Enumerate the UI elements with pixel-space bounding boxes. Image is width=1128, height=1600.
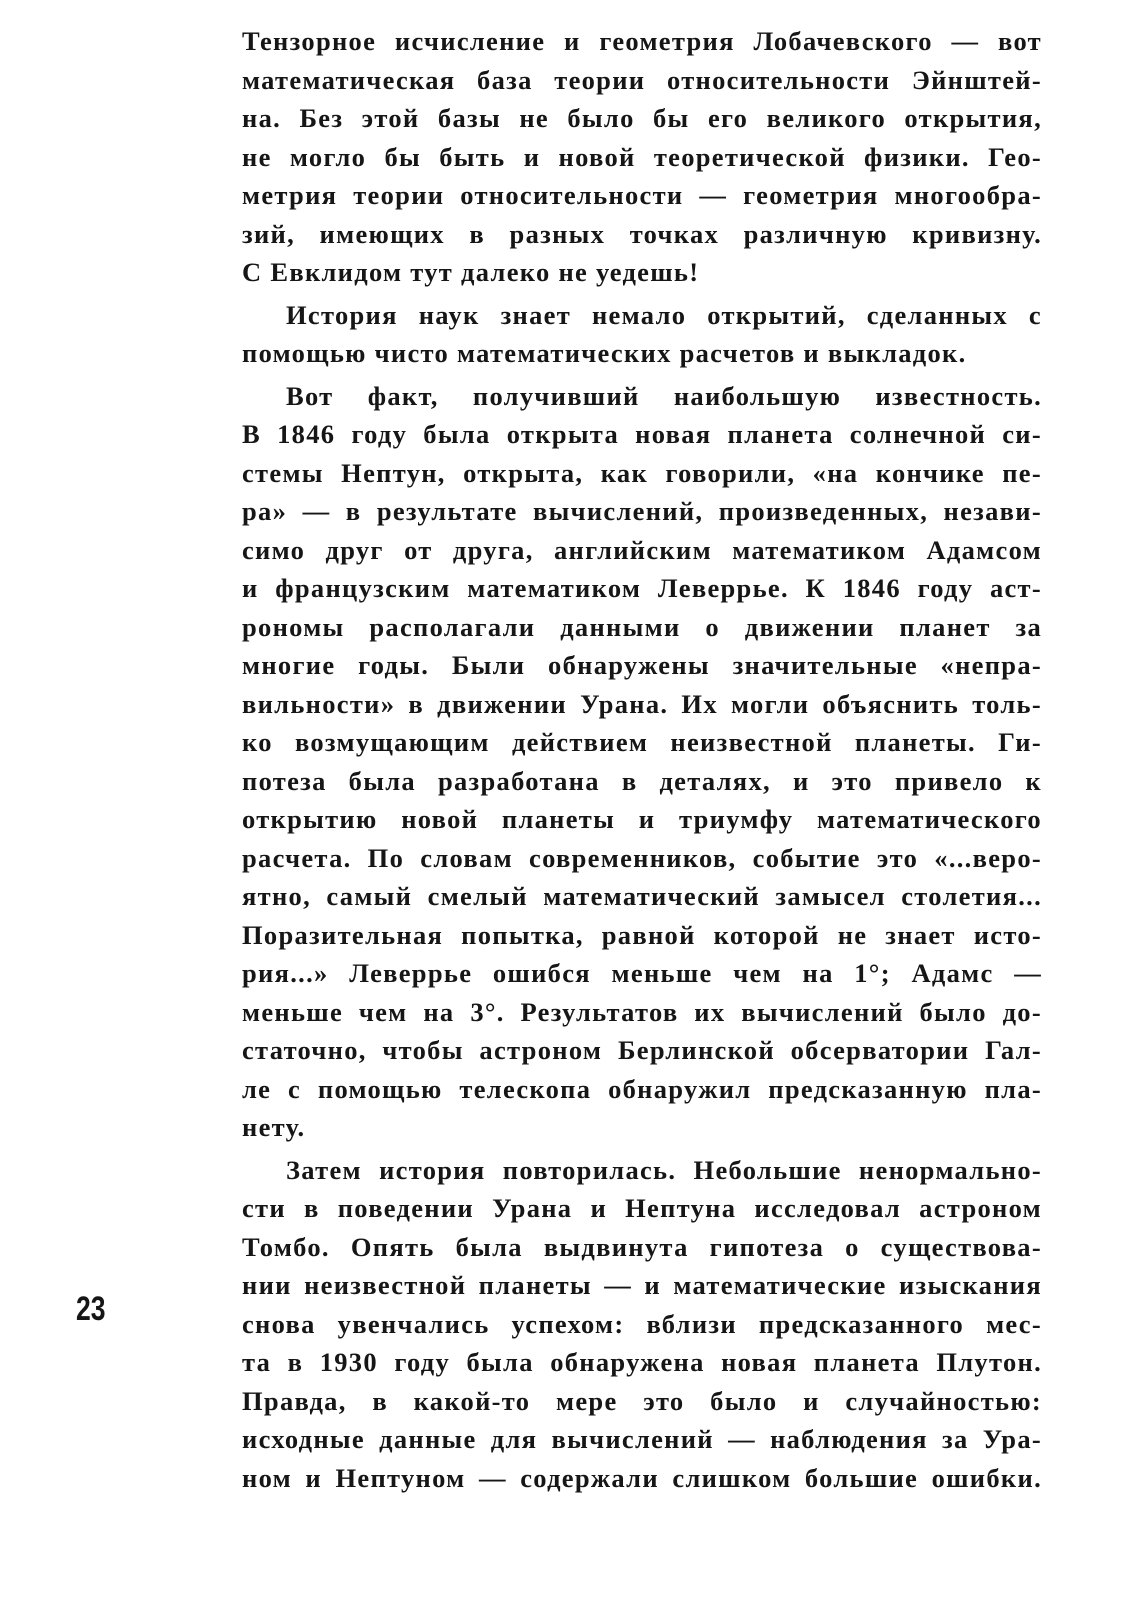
text-line: нии неизвестной планеты — и математические изыскания <box>242 1270 1042 1300</box>
text-line: ра» — в результате вычислений, произведенных, незави- <box>242 496 1042 526</box>
text-line: История наук знает немало открытий, сделанных с <box>286 299 1042 330</box>
text-line: многие годы. Были обнаружены значительные «непра- <box>242 650 1042 680</box>
text-line: Томбо. Опять была выдвинута гипотеза о существова- <box>242 1231 1042 1262</box>
text-line: ном и Нептуном — содержали слишком большие ошибки. <box>242 1462 1042 1493</box>
text-line: рия...» Леверрье ошибся меньше чем на 1°; Адамс — <box>242 958 1042 988</box>
text-line: потеза была разработана в деталях, и это привело к <box>242 765 1042 796</box>
text-line: Затем история повторилась. Небольшие ненормально- <box>286 1154 1042 1185</box>
text-line: статочно, чтобы астроном Берлинской обсерватории Гал- <box>242 1035 1042 1065</box>
text-line: рономы располагали данными о движении планет за <box>242 611 1042 642</box>
text-line: Тензорное исчисление и геометрия Лобачевского — вот <box>242 26 1042 56</box>
text-line: помощью чисто математических расчетов и выкладок. <box>242 338 967 368</box>
text-line: В 1846 году была открыта новая планета солнечной си- <box>242 419 1042 449</box>
body-text <box>242 22 1042 1501</box>
text-line: исходные данные для вычислений — наблюдения за Ура- <box>242 1424 1042 1454</box>
text-line: Вот факт, получивший наибольшую известность. <box>286 380 1042 411</box>
text-line: симо друг от друга, английским математиком Адамсом <box>242 534 1042 565</box>
text-line: та в 1930 году была обнаружена новая планета Плутон. <box>242 1347 1042 1377</box>
text-line: метрия теории относительности — геометрия многообра- <box>242 180 1042 210</box>
text-line: не могло бы быть и новой теоретической физики. Гео- <box>242 141 1042 172</box>
text-line: вильности» в движении Урана. Их могли объяснить толь- <box>242 688 1042 719</box>
text-line: ко возмущающим действием неизвестной планеты. Ги- <box>242 727 1042 757</box>
paragraph-history-of-science <box>242 296 1042 373</box>
text-line: зий, имеющих в разных точках различную кривизну. <box>242 218 1042 249</box>
text-line: нету. <box>242 1112 306 1142</box>
text-line: сти в поведении Урана и Нептуна исследовал астроном <box>242 1193 1042 1223</box>
paragraph-neptune-discovery <box>242 377 1042 1147</box>
text-line: и французским математиком Леверрье. К 1846 году аст- <box>242 573 1042 603</box>
text-line: ле с помощью телескопа обнаружил предсказанную пла- <box>242 1073 1042 1104</box>
text-line: расчета. По словам современников, событие это «...веро- <box>242 842 1042 873</box>
text-line: открытию новой планеты и триумфу математического <box>242 804 1042 834</box>
text-line: на. Без этой базы не было бы его великого открытия, <box>242 103 1042 133</box>
paragraph-tensor-calculus <box>242 22 1042 292</box>
paragraph-pluto-discovery <box>242 1151 1042 1498</box>
text-line: математическая база теории относительности Эйнштей- <box>242 64 1042 95</box>
text-line: ятно, самый смелый математический замысел столетия... <box>242 881 1042 911</box>
text-line: стемы Нептун, открыта, как говорили, «на кончике пе- <box>242 457 1042 488</box>
text-line: снова увенчались успехом: вблизи предсказанного мес- <box>242 1308 1042 1339</box>
text-line: Поразительная попытка, равной которой не знает исто- <box>242 919 1042 950</box>
text-line: С Евклидом тут далеко не уедешь! <box>242 257 700 287</box>
page-number: 23 <box>76 1290 106 1328</box>
text-line: Правда, в какой-то мере это было и случайностью: <box>242 1385 1042 1416</box>
text-line: меньше чем на 3°. Результатов их вычислений было до- <box>242 996 1042 1027</box>
